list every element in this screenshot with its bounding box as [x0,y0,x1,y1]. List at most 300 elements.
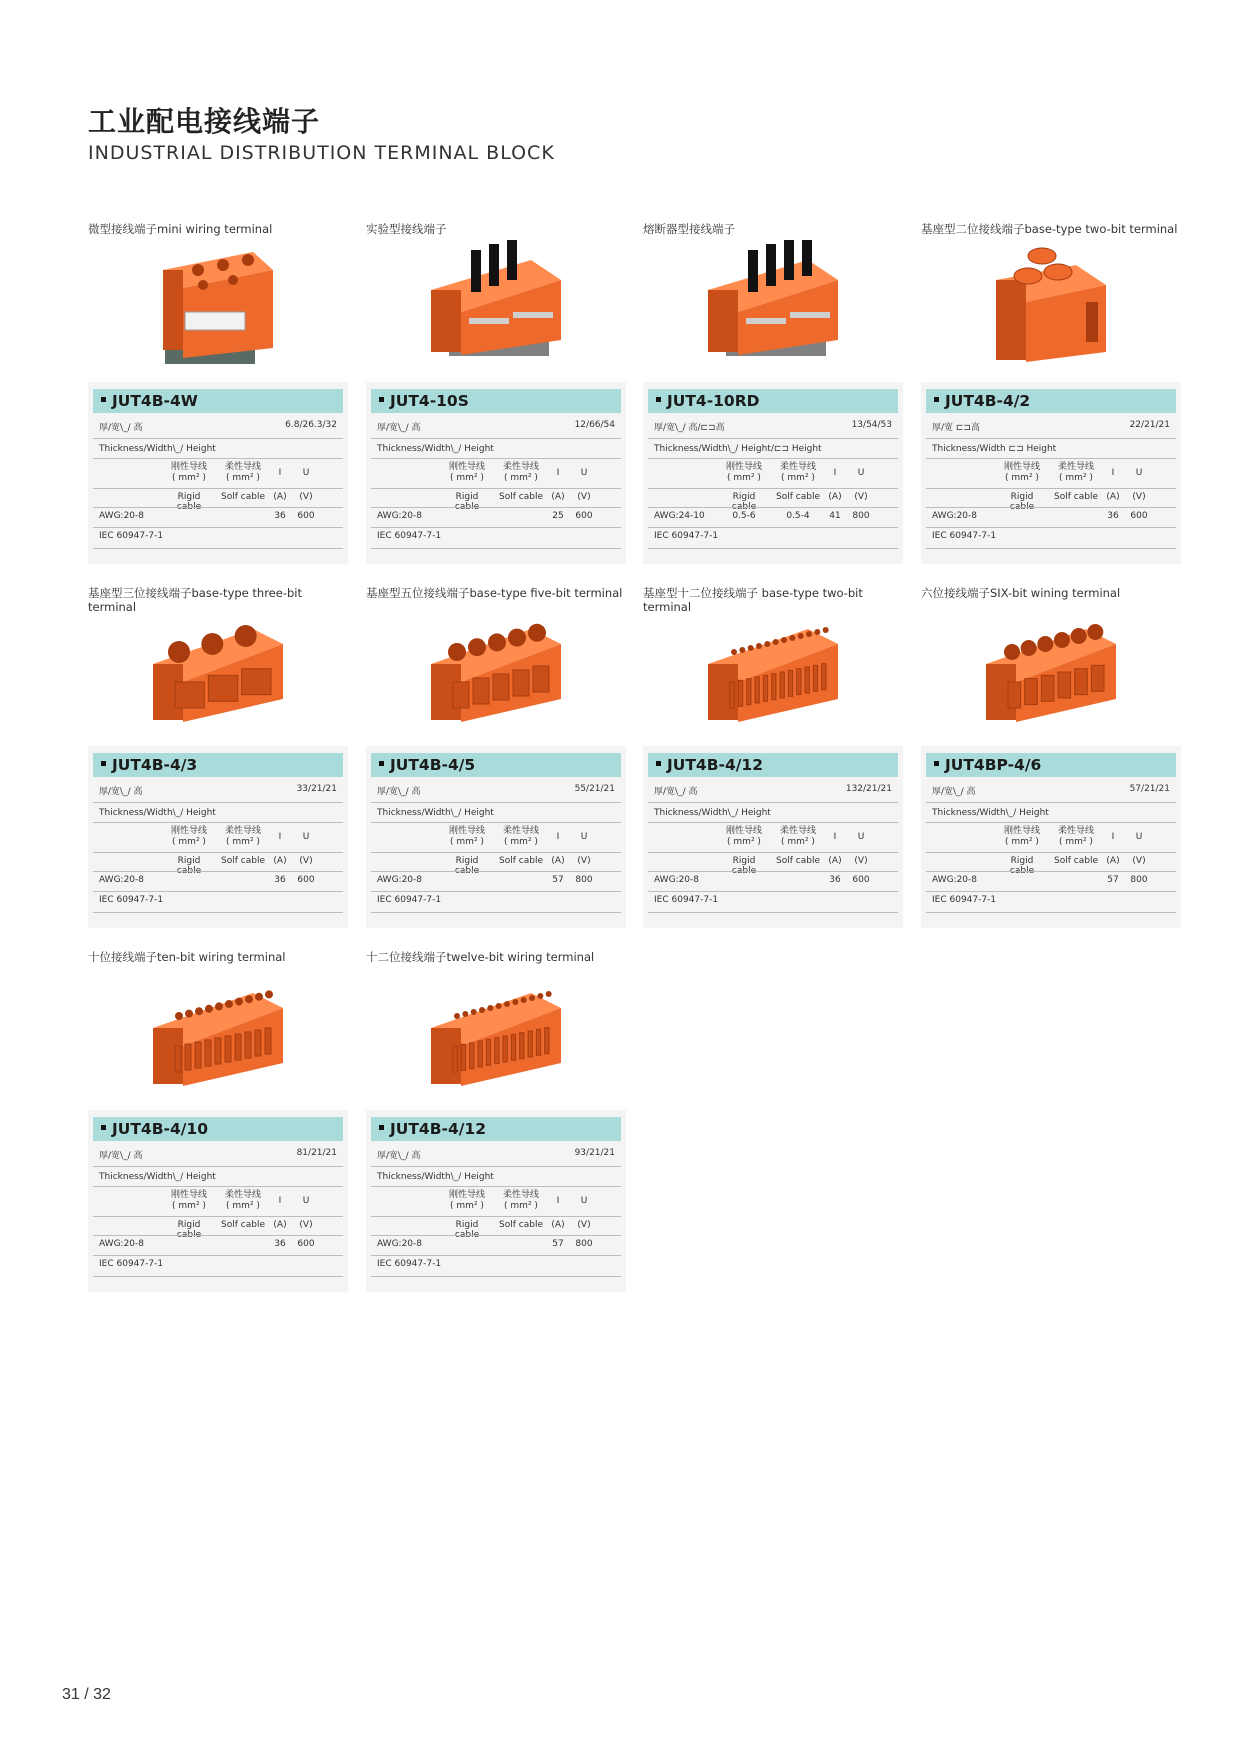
current-value: 41 [829,511,841,521]
model-name: JUT4-10RD [667,392,760,410]
soft-header [774,462,822,484]
rigid-label-cn: 刚性导线 [725,826,762,836]
voltage-value: 600 [297,511,315,521]
divider [926,458,1176,459]
voltage-header: U [1135,468,1143,478]
dimension-row [926,420,1176,436]
bullet-square-icon [101,1125,106,1130]
spec-table [366,382,626,564]
soft-label-cn: 柔性导线 [1057,462,1094,472]
unit-label: ( mm² ) [226,1201,260,1211]
twelve-bit-terminal-icon [421,968,571,1098]
dimension-row [648,784,898,800]
divider [371,1186,621,1187]
current-unit: (A) [1106,492,1120,502]
thickness-label: Thickness/Width\_/ Height [99,444,216,454]
current-value: 36 [274,1239,286,1249]
current-unit: (A) [1106,856,1120,866]
standard-value: IEC 60947-7-1 [932,531,997,541]
dimension-row [93,420,343,436]
divider [926,802,1176,803]
divider [371,1235,621,1236]
voltage-header: U [302,1196,310,1206]
thickness-label: Thickness/Width\_/ Height [377,808,494,818]
divider [371,822,621,823]
soft-label-en: Solf cable [221,856,265,866]
dimension-label: 厚/宽\_/ 高 [932,787,976,797]
unit-label: ( mm² ) [450,473,484,483]
model-name: JUT4B-4/12 [667,756,763,774]
unit-label: ( mm² ) [1059,837,1093,847]
rigid-header [443,462,491,484]
voltage-header: U [302,468,310,478]
soft-header [1052,826,1100,848]
dimension-value: 33/21/21 [296,784,337,794]
soft-label-en: Solf cable [499,492,543,502]
rigid-label-en: Rigid cable [454,1220,480,1240]
current-header: I [278,832,282,842]
divider [371,458,621,459]
current-header: I [833,832,837,842]
model-header [926,389,1176,413]
divider [93,822,343,823]
voltage-unit: (V) [854,856,868,866]
current-unit: (A) [273,1220,287,1230]
divider [93,507,343,508]
divider [93,488,343,489]
current-header: I [833,468,837,478]
voltage-unit: (V) [1132,492,1146,502]
dimension-row [648,420,898,436]
divider [648,438,898,439]
model-header [371,753,621,777]
voltage-header: U [580,1196,588,1206]
model-header [648,753,898,777]
soft-header [497,826,545,848]
divider [371,548,621,549]
standard-value: IEC 60947-7-1 [99,531,164,541]
voltage-unit: (V) [854,492,868,502]
divider [648,458,898,459]
dimension-value: 12/66/54 [574,420,615,430]
unit-label: ( mm² ) [1059,473,1093,483]
divider [371,1166,621,1167]
thickness-label: Thickness/Width\_/ Height [99,808,216,818]
soft-header [497,462,545,484]
six-bit-terminal-icon [976,604,1126,734]
bullet-square-icon [101,397,106,402]
current-header: I [1111,832,1115,842]
unit-label: ( mm² ) [504,837,538,847]
divider [371,1255,621,1256]
model-name: JUT4B-4/2 [945,392,1031,410]
unit-label: ( mm² ) [504,473,538,483]
voltage-value: 800 [575,875,593,885]
dimension-value: 13/54/53 [851,420,892,430]
divider [371,891,621,892]
voltage-header: U [857,468,865,478]
ten-bit-terminal-icon [143,968,293,1098]
voltage-value: 600 [852,875,870,885]
soft-header [497,1190,545,1212]
voltage-unit: (V) [1132,856,1146,866]
soft-header [774,826,822,848]
dimension-label: 厚/宽\_/ 高/⊏⊐高 [654,423,725,433]
voltage-value: 600 [297,875,315,885]
model-name: JUT4B-4/3 [112,756,198,774]
divider [926,527,1176,528]
voltage-value: 600 [1130,511,1148,521]
unit-label: ( mm² ) [226,837,260,847]
voltage-unit: (V) [299,856,313,866]
fuse-terminal-icon [698,240,848,370]
current-value: 57 [1107,875,1119,885]
voltage-unit: (V) [299,492,313,502]
divider [926,438,1176,439]
dimension-label: 厚/宽\_/ 高 [99,1151,143,1161]
dimension-row [371,1148,621,1164]
soft-header [1052,462,1100,484]
spec-table [921,382,1181,564]
awg-value: AWG:20-8 [932,875,977,885]
thickness-label: Thickness/Width\_/ Height [377,444,494,454]
rigid-label-cn: 刚性导线 [725,462,762,472]
divider [371,871,621,872]
column-header-row [371,462,621,488]
awg-value: AWG:20-8 [377,511,422,521]
dimension-label: 厚/宽\_/ 高 [99,423,143,433]
thickness-label: Thickness/Width\_/ Height [654,808,771,818]
current-header: I [556,832,560,842]
current-value: 36 [274,511,286,521]
divider [93,802,343,803]
spec-table [921,746,1181,928]
rigid-header [165,462,213,484]
mini-terminal-icon [143,240,293,370]
bullet-square-icon [379,397,384,402]
divider [648,527,898,528]
bullet-square-icon [656,761,661,766]
divider [926,488,1176,489]
column-header-row [648,826,898,852]
divider [926,852,1176,853]
column-header-row [93,462,343,488]
product-caption: 基座型五位接线端子base-type five-bit terminal [366,586,623,600]
dimension-row [926,784,1176,800]
dimension-value: 6.8/26.3/32 [285,420,337,430]
thickness-label: Thickness/Width\_/ Height [99,1172,216,1182]
model-header [371,1117,621,1141]
current-unit: (A) [828,492,842,502]
soft-label-cn: 柔性导线 [1057,826,1094,836]
rigid-value: 0.5-6 [732,511,756,521]
bullet-square-icon [379,1125,384,1130]
divider [93,1166,343,1167]
model-name: JUT4-10S [390,392,469,410]
soft-header [219,826,267,848]
soft-label-en: Solf cable [221,1220,265,1230]
model-header [93,1117,343,1141]
unit-label: ( mm² ) [172,837,206,847]
voltage-value: 800 [575,1239,593,1249]
rigid-label-en: Rigid cable [176,856,202,876]
unit-label: ( mm² ) [727,473,761,483]
dimension-value: 81/21/21 [296,1148,337,1158]
divider [371,1216,621,1217]
voltage-header: U [1135,832,1143,842]
spec-table [366,1110,626,1292]
rigid-label-en: Rigid cable [731,492,757,512]
rigid-label-en: Rigid cable [731,856,757,876]
awg-value: AWG:24-10 [654,511,705,521]
soft-label-cn: 柔性导线 [502,462,539,472]
voltage-header: U [580,468,588,478]
divider [93,871,343,872]
model-name: JUT4B-4W [112,392,198,410]
spec-table [88,746,348,928]
column-header-row [93,826,343,852]
model-name: JUT4BP-4/6 [945,756,1042,774]
product-caption: 基座型十二位接线端子 base-type two-bit terminal [643,586,863,614]
product-caption: 微型接线端子mini wiring terminal [88,222,273,236]
soft-label-cn: 柔性导线 [779,826,816,836]
standard-value: IEC 60947-7-1 [654,895,719,905]
soft-label-cn: 柔性导线 [502,826,539,836]
current-value: 36 [829,875,841,885]
divider [93,548,343,549]
divider [93,1186,343,1187]
voltage-header: U [580,832,588,842]
rigid-label-en: Rigid cable [176,1220,202,1240]
test-terminal-icon [421,240,571,370]
spec-table [366,746,626,928]
divider [371,802,621,803]
divider [371,507,621,508]
voltage-unit: (V) [299,1220,313,1230]
divider [926,548,1176,549]
divider [93,1216,343,1217]
divider [93,527,343,528]
product-caption: 实验型接线端子 [366,222,447,236]
divider [93,1255,343,1256]
product-caption: 十位接线端子ten-bit wiring terminal [88,950,286,964]
dimension-value: 55/21/21 [574,784,615,794]
column-header-row [648,462,898,488]
dimension-label: 厚/宽\_/ 高 [377,787,421,797]
voltage-header: U [857,832,865,842]
model-header [93,389,343,413]
unit-label: ( mm² ) [172,473,206,483]
voltage-unit: (V) [577,1220,591,1230]
voltage-value: 800 [1130,875,1148,885]
dimension-label: 厚/宽 ⊏⊐高 [932,423,980,433]
divider [926,822,1176,823]
soft-label-en: Solf cable [499,1220,543,1230]
spec-table [643,382,903,564]
product-caption: 十二位接线端子twelve-bit wiring terminal [366,950,595,964]
divider [648,802,898,803]
thickness-label: Thickness/Width\_/ Height [377,1172,494,1182]
rigid-label-cn: 刚性导线 [1003,462,1040,472]
dimension-row [371,784,621,800]
current-header: I [278,1196,282,1206]
standard-value: IEC 60947-7-1 [654,531,719,541]
divider [93,1276,343,1277]
dimension-value: 22/21/21 [1129,420,1170,430]
current-value: 36 [1107,511,1119,521]
soft-label-cn: 柔性导线 [779,462,816,472]
current-unit: (A) [551,856,565,866]
soft-label-en: Solf cable [1054,856,1098,866]
current-header: I [278,468,282,478]
awg-value: AWG:20-8 [377,1239,422,1249]
current-value: 57 [552,1239,564,1249]
divider [371,438,621,439]
divider [926,871,1176,872]
unit-label: ( mm² ) [504,1201,538,1211]
soft-label-en: Solf cable [1054,492,1098,502]
current-value: 36 [274,875,286,885]
divider [371,488,621,489]
soft-header [219,462,267,484]
divider [648,891,898,892]
rigid-label-en: Rigid cable [1009,856,1035,876]
awg-value: AWG:20-8 [932,511,977,521]
rigid-header [443,826,491,848]
rigid-label-cn: 刚性导线 [1003,826,1040,836]
rigid-label-cn: 刚性导线 [448,462,485,472]
rigid-label-cn: 刚性导线 [448,1190,485,1200]
divider [371,852,621,853]
rigid-header [165,826,213,848]
divider [926,912,1176,913]
divider [648,548,898,549]
column-header-row [371,1190,621,1216]
dimension-row [93,1148,343,1164]
awg-value: AWG:20-8 [99,511,144,521]
rigid-label-cn: 刚性导线 [170,1190,207,1200]
thickness-label: Thickness/Width\_/ Height/⊏⊐ Height [654,444,822,454]
awg-value: AWG:20-8 [99,1239,144,1249]
product-caption: 六位接线端子SIX-bit wining terminal [921,586,1121,600]
page-title: 工业配电接线端子 [88,105,321,138]
soft-label-cn: 柔性导线 [502,1190,539,1200]
divider [93,1235,343,1236]
current-unit: (A) [273,492,287,502]
voltage-header: U [302,832,310,842]
current-header: I [556,1196,560,1206]
unit-label: ( mm² ) [450,1201,484,1211]
rigid-header [998,462,1046,484]
voltage-unit: (V) [577,856,591,866]
divider [93,458,343,459]
unit-label: ( mm² ) [226,473,260,483]
soft-label-cn: 柔性导线 [224,1190,261,1200]
divider [648,507,898,508]
thickness-label: Thickness/Width\_/ Height [932,808,1049,818]
rigid-label-en: Rigid cable [454,492,480,512]
column-header-row [926,826,1176,852]
standard-value: IEC 60947-7-1 [377,531,442,541]
standard-value: IEC 60947-7-1 [377,895,442,905]
divider [93,912,343,913]
divider [648,912,898,913]
rigid-header [443,1190,491,1212]
dimension-value: 57/21/21 [1129,784,1170,794]
spec-table [643,746,903,928]
unit-label: ( mm² ) [781,473,815,483]
unit-label: ( mm² ) [1005,837,1039,847]
soft-label-en: Solf cable [499,856,543,866]
three-bit-terminal-icon [143,604,293,734]
bullet-square-icon [101,761,106,766]
rigid-header [720,826,768,848]
voltage-value: 600 [575,511,593,521]
divider [93,852,343,853]
page-subtitle: INDUSTRIAL DISTRIBUTION TERMINAL BLOCK [88,142,555,164]
model-header [648,389,898,413]
dimension-label: 厚/宽\_/ 高 [377,1151,421,1161]
dimension-row [371,420,621,436]
soft-label-en: Solf cable [776,856,820,866]
column-header-row [926,462,1176,488]
divider [648,488,898,489]
rigid-label-en: Rigid cable [454,856,480,876]
bullet-square-icon [934,761,939,766]
current-header: I [1111,468,1115,478]
standard-value: IEC 60947-7-1 [99,895,164,905]
divider [371,1276,621,1277]
divider [371,527,621,528]
spec-table [88,382,348,564]
divider [648,822,898,823]
divider [926,507,1176,508]
current-unit: (A) [828,856,842,866]
voltage-value: 600 [297,1239,315,1249]
product-caption: 基座型三位接线端子base-type three-bit terminal [88,586,302,614]
spec-table [88,1110,348,1292]
voltage-unit: (V) [577,492,591,502]
unit-label: ( mm² ) [727,837,761,847]
divider [648,871,898,872]
standard-value: IEC 60947-7-1 [377,1259,442,1269]
page-number: 31 / 32 [62,1686,111,1703]
rigid-label-cn: 刚性导线 [170,826,207,836]
divider [93,438,343,439]
voltage-value: 800 [852,511,870,521]
rigid-label-en: Rigid cable [1009,492,1035,512]
model-name: JUT4B-4/10 [112,1120,208,1138]
current-unit: (A) [551,1220,565,1230]
current-unit: (A) [273,856,287,866]
column-header-row [93,1190,343,1216]
soft-value: 0.5-4 [786,511,810,521]
dimension-row [93,784,343,800]
thickness-label: Thickness/Width ⊏⊐ Height [932,444,1057,454]
unit-label: ( mm² ) [172,1201,206,1211]
dimension-label: 厚/宽\_/ 高 [99,787,143,797]
bullet-square-icon [656,397,661,402]
model-header [93,753,343,777]
soft-label-cn: 柔性导线 [224,826,261,836]
dimension-value: 132/21/21 [845,784,892,794]
product-caption: 熔断器型接线端子 [643,222,735,236]
awg-value: AWG:20-8 [377,875,422,885]
rigid-label-en: Rigid cable [176,492,202,512]
soft-label-en: Solf cable [776,492,820,502]
dimension-label: 厚/宽\_/ 高 [377,423,421,433]
unit-label: ( mm² ) [781,837,815,847]
